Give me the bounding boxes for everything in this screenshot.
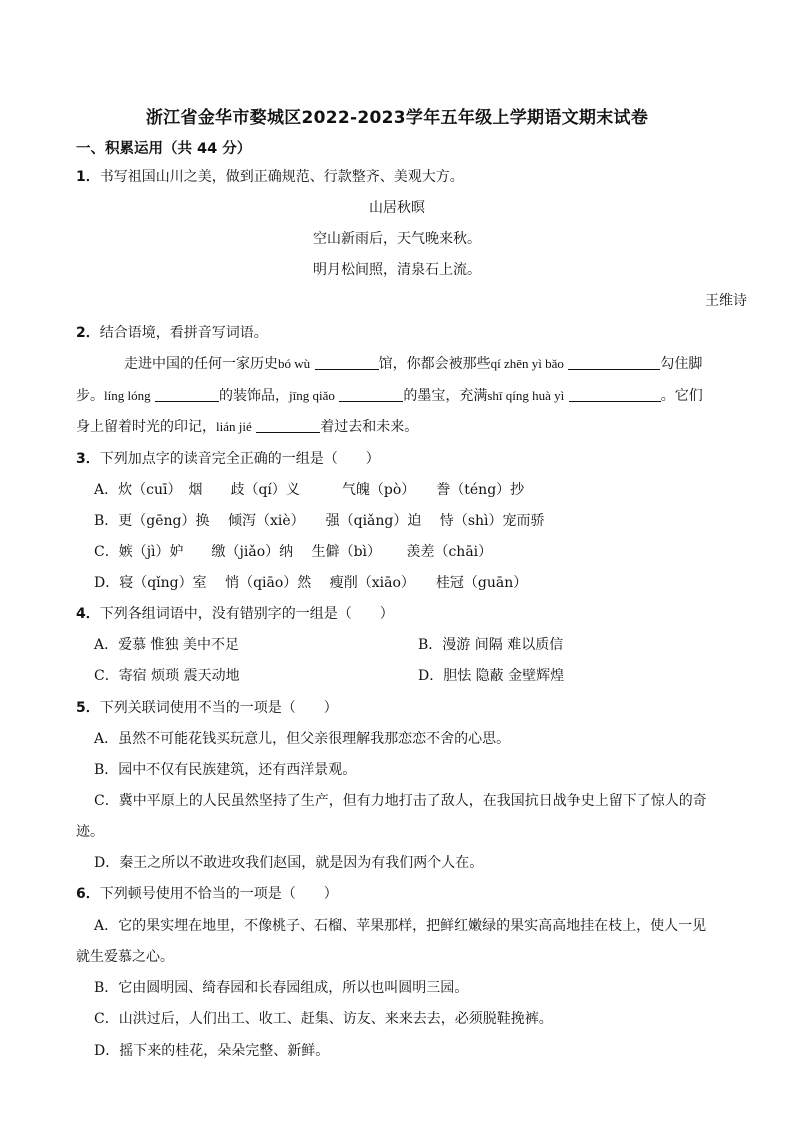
question-2 bbox=[76, 322, 268, 342]
answer-blank[interactable] bbox=[568, 355, 660, 370]
option-d[interactable]: D．摇下来的桂花，朵朵完整、新鲜。 bbox=[94, 1043, 330, 1059]
passage-text: 身上留着时光的印记， bbox=[76, 419, 216, 435]
question-6 bbox=[76, 883, 338, 903]
passage-line-1 bbox=[124, 353, 702, 373]
question-text: 结合语境，看拼音写词语。 bbox=[99, 325, 268, 341]
option-d[interactable]: D．寝（qǐng）室 悄（qiāo）然 瘦削（xiāo） 桂冠（guān） bbox=[94, 575, 528, 591]
option-d[interactable]: D．胆怯 隐蔽 金壁辉煌 bbox=[418, 668, 565, 684]
question-number: 6． bbox=[76, 886, 100, 902]
answer-blank[interactable] bbox=[155, 387, 219, 402]
option-a[interactable]: A．虽然不可能花钱买玩意儿，但父亲很理解我那恋恋不舍的心思。 bbox=[94, 731, 511, 747]
option-c[interactable]: C．山洪过后，人们出工、收工、赶集、访友、来来去去，必须脱鞋挽裤。 bbox=[94, 1011, 553, 1027]
passage-line-2 bbox=[76, 385, 703, 405]
pinyin: lián jié bbox=[216, 419, 252, 434]
option-c[interactable]: C．嫉（jì）妒 缴（jiǎo）纳 生僻（bì） 羡差（chāi） bbox=[94, 544, 493, 560]
passage-text: 着过去和未来。 bbox=[320, 419, 419, 435]
passage-text: 勾住脚 bbox=[660, 356, 703, 372]
question-text: 书写祖国山川之美，做到正确规范、行款整齐、美观大方。 bbox=[99, 169, 464, 185]
answer-blank[interactable] bbox=[339, 387, 403, 402]
option-a[interactable]: A．爱慕 惟独 美中不足 bbox=[94, 637, 240, 653]
question-number: 3． bbox=[76, 451, 100, 467]
question-4 bbox=[76, 603, 394, 623]
option-c-continued: 迹。 bbox=[76, 824, 104, 840]
question-number: 1． bbox=[76, 169, 100, 185]
passage-text: 的装饰品， bbox=[219, 388, 290, 404]
poem-author: 王维诗 bbox=[705, 293, 747, 309]
option-a[interactable]: A．它的果实埋在地里，不像桃子、石榴、苹果那样，把鲜红嫩绿的果实高高地挂在枝上，使人一见 bbox=[94, 918, 707, 934]
question-1 bbox=[76, 166, 464, 186]
passage-text: 。它们 bbox=[660, 388, 703, 404]
option-b[interactable]: B．更（gēng）换 倾泻（xiè） 强（qiǎng）迫 恃（shì）宠而骄 bbox=[94, 513, 545, 529]
poem-line-2: 明月松间照，清泉石上流。 bbox=[313, 262, 481, 278]
passage-line-3 bbox=[76, 416, 418, 436]
question-3 bbox=[76, 448, 380, 468]
option-b[interactable]: B．它由圆明园、绮春园和长春园组成，所以也叫圆明三园。 bbox=[94, 980, 469, 996]
option-c[interactable]: C．寄宿 烦琐 震天动地 bbox=[94, 668, 240, 684]
question-5 bbox=[76, 697, 338, 717]
question-text: 下列加点字的读音完全正确的一组是（ ） bbox=[99, 451, 380, 467]
answer-blank[interactable] bbox=[569, 387, 661, 402]
answer-blank[interactable] bbox=[256, 418, 320, 433]
pinyin: líng lóng bbox=[104, 388, 151, 403]
poem-line-1: 空山新雨后，天气晚来秋。 bbox=[313, 231, 481, 247]
poem-title: 山居秋暝 bbox=[369, 200, 425, 216]
pinyin: qí zhēn yì bǎo bbox=[490, 356, 564, 371]
question-text: 下列各组词语中，没有错别字的一组是（ ） bbox=[99, 606, 394, 622]
pinyin: bó wù bbox=[278, 356, 311, 371]
pinyin: shī qíng huà yì bbox=[487, 388, 565, 403]
passage-text: 步。 bbox=[76, 388, 104, 404]
question-number: 5． bbox=[76, 700, 100, 716]
option-d[interactable]: D．秦王之所以不敢进攻我们赵国，就是因为有我们两个人在。 bbox=[94, 855, 484, 871]
option-b[interactable]: B．园中不仅有民族建筑，还有西洋景观。 bbox=[94, 762, 357, 778]
option-b[interactable]: B．漫游 间隔 难以质信 bbox=[418, 637, 564, 653]
question-number: 2． bbox=[76, 325, 100, 341]
question-text: 下列顿号使用不恰当的一项是（ ） bbox=[99, 886, 338, 902]
answer-blank[interactable] bbox=[315, 355, 379, 370]
passage-text: 走进中国的任何一家历史 bbox=[124, 356, 278, 372]
pinyin: jīng qiǎo bbox=[289, 388, 335, 403]
section-heading: 一、积累运用（共 44 分） bbox=[76, 141, 252, 157]
question-text: 下列关联词使用不当的一项是（ ） bbox=[99, 700, 338, 716]
exam-title: 浙江省金华市婺城区2022-2023学年五年级上学期语文期末试卷 bbox=[145, 108, 649, 128]
option-a[interactable]: A．炊（cuī） 烟 歧（qí）义 气魄（pò） 誊（téng）抄 bbox=[94, 482, 525, 498]
option-a-continued: 就生爱慕之心。 bbox=[76, 949, 174, 965]
passage-text: 馆，你都会被那些 bbox=[378, 356, 491, 372]
question-number: 4． bbox=[76, 606, 100, 622]
passage-text: 的墨宝，充满 bbox=[403, 388, 488, 404]
option-c[interactable]: C．冀中平原上的人民虽然坚持了生产，但有力地打击了敌人，在我国抗日战争史上留下了惊人的奇 bbox=[94, 793, 707, 809]
